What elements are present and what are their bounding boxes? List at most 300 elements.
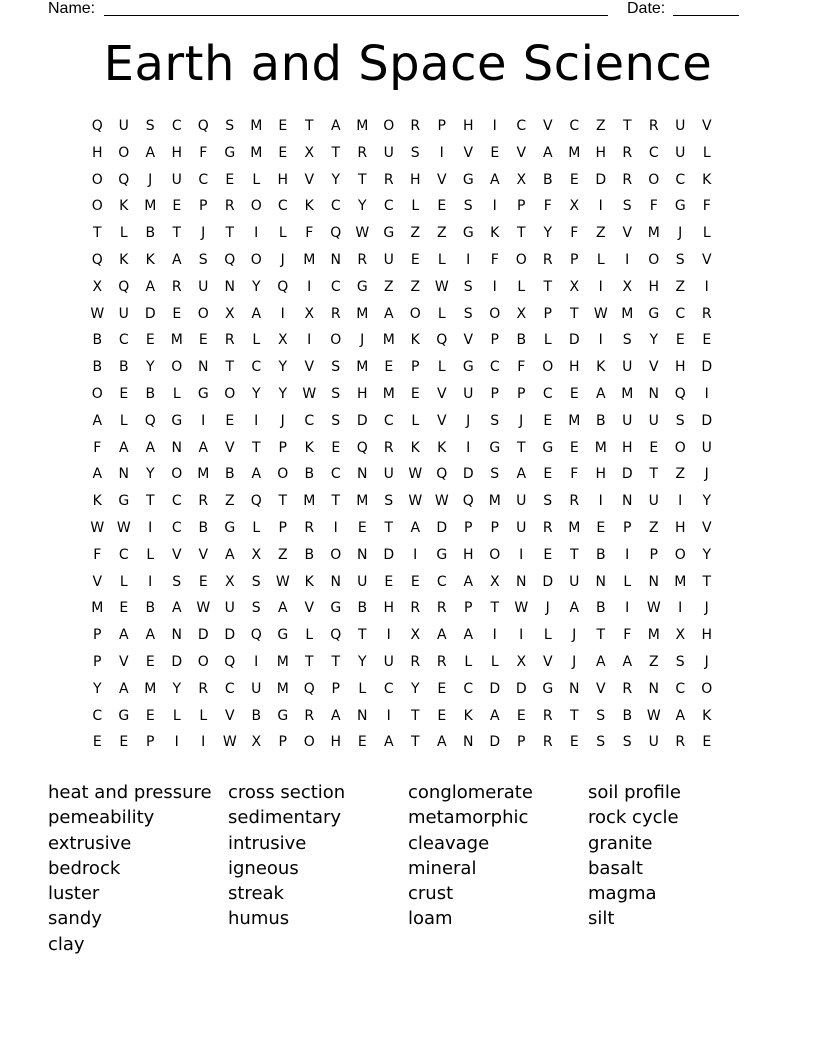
- grid-letter: M: [594, 439, 607, 456]
- grid-letter: L: [119, 225, 128, 242]
- grid-letter: T: [543, 278, 553, 295]
- grid-letter: O: [277, 466, 289, 483]
- grid-letter: B: [92, 359, 103, 376]
- grid-letter: I: [201, 412, 206, 429]
- grid-letter: V: [304, 171, 315, 188]
- grid-letter: Q: [250, 627, 262, 644]
- grid-letter: G: [383, 225, 395, 242]
- grid-letter: P: [146, 734, 155, 751]
- grid-letter: E: [357, 734, 367, 751]
- grid-letter: M: [382, 385, 395, 402]
- grid-letter: D: [568, 332, 580, 349]
- grid-letter: S: [331, 359, 341, 376]
- grid-letter: R: [171, 278, 182, 295]
- grid-letter: I: [625, 600, 630, 617]
- grid-letter: J: [704, 600, 709, 617]
- grid-letter: E: [119, 600, 129, 617]
- grid-letter: H: [648, 278, 660, 295]
- grid-letter: T: [622, 118, 632, 134]
- grid-letter: T: [569, 707, 579, 724]
- grid-letter: A: [118, 627, 129, 644]
- grid-letter: P: [517, 734, 526, 751]
- grid-letter: O: [171, 359, 183, 376]
- grid-letter: I: [307, 278, 312, 295]
- grid-letter: C: [675, 171, 686, 188]
- grid-letter: W: [408, 493, 423, 510]
- grid-letter: W: [116, 519, 131, 536]
- grid-letter: Q: [330, 627, 342, 644]
- grid-letter: E: [172, 305, 182, 322]
- grid-letter: Q: [356, 439, 368, 456]
- grid-letter: B: [595, 546, 606, 563]
- grid-letter: L: [119, 412, 128, 429]
- grid-letter: E: [543, 412, 553, 429]
- grid-letter: P: [278, 519, 287, 536]
- grid-letter: C: [92, 707, 103, 724]
- grid-letter: V: [595, 680, 606, 697]
- grid-letter: Z: [648, 653, 659, 670]
- grid-letter: J: [572, 653, 577, 670]
- grid-letter: U: [383, 251, 394, 268]
- grid-letter: J: [466, 412, 471, 429]
- grid-letter: V: [463, 144, 474, 161]
- grid-letter: E: [119, 385, 129, 402]
- grid-letter: O: [171, 466, 183, 483]
- grid-letter: P: [411, 359, 420, 376]
- grid-letter: D: [489, 734, 501, 751]
- word-search-grid: [84, 113, 720, 756]
- grid-letter: E: [702, 332, 712, 349]
- grid-letter: L: [172, 385, 181, 402]
- grid-letter: C: [489, 359, 500, 376]
- grid-letter: U: [357, 573, 368, 590]
- grid-letter: X: [304, 305, 315, 322]
- grid-letter: M: [647, 225, 660, 242]
- grid-letter: A: [118, 439, 129, 456]
- grid-letter: Q: [224, 251, 236, 268]
- grid-letter: M: [568, 144, 581, 161]
- grid-letter: Y: [357, 198, 367, 215]
- grid-letter: V: [516, 144, 527, 161]
- word-bank-item: silt: [588, 908, 615, 930]
- grid-letter: R: [622, 171, 633, 188]
- grid-letter: U: [701, 439, 712, 456]
- grid-letter: K: [463, 707, 473, 724]
- grid-letter: R: [622, 144, 633, 161]
- grid-letter: W: [434, 493, 449, 510]
- grid-letter: I: [598, 198, 603, 215]
- grid-letter: G: [118, 493, 130, 510]
- grid-letter: C: [675, 680, 686, 697]
- grid-letter: A: [410, 519, 421, 536]
- grid-letter: Y: [278, 359, 288, 376]
- grid-letter: I: [174, 734, 179, 751]
- grid-letter: N: [648, 573, 659, 590]
- grid-letter: O: [674, 439, 686, 456]
- grid-letter: M: [91, 600, 104, 617]
- grid-letter: Y: [145, 359, 155, 376]
- grid-letter: V: [118, 653, 129, 670]
- grid-letter: G: [542, 439, 554, 456]
- grid-letter: M: [568, 519, 581, 536]
- grid-letter: P: [649, 546, 658, 563]
- grid-letter: G: [224, 519, 236, 536]
- grid-letter: V: [701, 118, 712, 134]
- date-label: Date:: [627, 0, 666, 17]
- grid-letter: X: [224, 573, 235, 590]
- grid-letter: A: [277, 600, 288, 617]
- grid-letter: O: [197, 653, 209, 670]
- grid-letter: S: [490, 466, 500, 483]
- grid-letter: U: [251, 680, 262, 697]
- grid-letter: Q: [674, 385, 686, 402]
- grid-letter: I: [254, 653, 259, 670]
- grid-letter: X: [569, 198, 580, 215]
- grid-letter: L: [623, 573, 632, 590]
- grid-letter: C: [330, 198, 341, 215]
- grid-letter: I: [598, 278, 603, 295]
- grid-letter: Y: [278, 385, 288, 402]
- grid-letter: S: [543, 493, 553, 510]
- grid-letter: J: [360, 332, 365, 349]
- grid-letter: I: [307, 332, 312, 349]
- grid-letter: O: [303, 734, 315, 751]
- grid-letter: G: [118, 707, 130, 724]
- grid-letter: I: [254, 225, 259, 242]
- grid-letter: W: [434, 278, 449, 295]
- grid-letter: T: [596, 627, 606, 644]
- grid-letter: E: [543, 546, 553, 563]
- grid-letter: F: [623, 627, 632, 644]
- grid-letter: I: [439, 144, 444, 161]
- grid-letter: D: [515, 680, 527, 697]
- word-bank-item: humus: [228, 908, 290, 930]
- grid-letter: M: [170, 332, 183, 349]
- grid-letter: O: [91, 171, 103, 188]
- grid-letter: C: [383, 412, 394, 429]
- grid-letter: V: [463, 332, 474, 349]
- grid-letter: R: [304, 519, 315, 536]
- grid-letter: S: [331, 412, 341, 429]
- grid-letter: F: [93, 439, 102, 456]
- grid-letter: T: [649, 466, 659, 483]
- grid-letter: E: [331, 439, 341, 456]
- grid-letter: S: [675, 251, 685, 268]
- grid-letter: J: [678, 225, 683, 242]
- grid-letter: D: [462, 466, 474, 483]
- grid-letter: T: [410, 734, 420, 751]
- name-field[interactable]: [104, 15, 608, 16]
- grid-letter: D: [595, 171, 607, 188]
- grid-letter: R: [383, 171, 394, 188]
- grid-letter: L: [146, 546, 155, 563]
- grid-letter: R: [410, 118, 421, 134]
- grid-letter: Y: [251, 385, 261, 402]
- grid-letter: A: [675, 707, 686, 724]
- grid-letter: K: [92, 493, 102, 510]
- grid-letter: Q: [118, 278, 130, 295]
- grid-letter: O: [91, 198, 103, 215]
- grid-letter: H: [356, 385, 368, 402]
- grid-letter: M: [303, 493, 316, 510]
- grid-letter: Y: [410, 680, 420, 697]
- grid-letter: T: [490, 600, 500, 617]
- grid-letter: D: [489, 680, 501, 697]
- grid-letter: X: [224, 305, 235, 322]
- grid-letter: I: [413, 546, 418, 563]
- grid-letter: I: [625, 546, 630, 563]
- grid-letter: F: [570, 466, 579, 483]
- grid-letter: G: [277, 707, 289, 724]
- grid-letter: I: [333, 519, 338, 536]
- grid-letter: L: [358, 680, 367, 697]
- grid-letter: W: [646, 707, 661, 724]
- grid-letter: E: [675, 332, 685, 349]
- grid-letter: C: [463, 680, 474, 697]
- grid-letter: X: [251, 546, 262, 563]
- grid-letter: M: [621, 305, 634, 322]
- grid-letter: R: [648, 118, 659, 134]
- grid-letter: I: [704, 385, 709, 402]
- word-bank-item: pemeability: [48, 807, 155, 829]
- grid-letter: A: [595, 653, 606, 670]
- grid-letter: E: [437, 680, 447, 697]
- grid-letter: R: [330, 305, 341, 322]
- grid-letter: X: [92, 278, 103, 295]
- grid-letter: K: [304, 198, 314, 215]
- grid-letter: B: [92, 332, 103, 349]
- grid-letter: N: [357, 707, 368, 724]
- grid-letter: B: [595, 412, 606, 429]
- grid-letter: E: [437, 707, 447, 724]
- grid-letter: I: [492, 627, 497, 644]
- grid-letter: R: [542, 519, 553, 536]
- grid-letter: W: [275, 573, 290, 590]
- grid-letter: A: [171, 600, 182, 617]
- grid-letter: A: [145, 627, 156, 644]
- grid-letter: O: [489, 546, 501, 563]
- word-bank-item: intrusive: [228, 832, 307, 854]
- grid-letter: D: [383, 546, 395, 563]
- grid-letter: D: [701, 412, 713, 429]
- grid-letter: V: [304, 359, 315, 376]
- grid-letter: A: [145, 278, 156, 295]
- grid-letter: L: [702, 225, 711, 242]
- grid-letter: O: [383, 118, 395, 134]
- grid-letter: O: [701, 680, 713, 697]
- grid-letter: C: [383, 680, 394, 697]
- grid-letter: J: [704, 466, 709, 483]
- grid-letter: Q: [91, 118, 103, 134]
- grid-letter: X: [622, 278, 633, 295]
- grid-letter: N: [357, 466, 368, 483]
- grid-letter: A: [92, 412, 103, 429]
- grid-letter: L: [437, 305, 446, 322]
- grid-letter: E: [569, 385, 579, 402]
- grid-letter: O: [515, 251, 527, 268]
- grid-letter: Y: [702, 546, 712, 563]
- grid-letter: R: [357, 251, 368, 268]
- word-bank-item: magma: [588, 883, 657, 905]
- grid-letter: A: [436, 734, 447, 751]
- grid-letter: G: [224, 144, 236, 161]
- grid-letter: N: [330, 573, 341, 590]
- grid-letter: Y: [145, 466, 155, 483]
- grid-letter: Y: [649, 332, 659, 349]
- grid-letter: C: [171, 493, 182, 510]
- grid-letter: E: [569, 734, 579, 751]
- grid-letter: W: [355, 225, 370, 242]
- grid-letter: G: [462, 225, 474, 242]
- grid-letter: T: [251, 439, 261, 456]
- grid-letter: C: [330, 278, 341, 295]
- word-bank-item: basalt: [588, 857, 643, 879]
- grid-letter: T: [331, 144, 341, 161]
- grid-letter: T: [92, 225, 102, 242]
- grid-letter: K: [145, 251, 155, 268]
- grid-letter: Q: [250, 493, 262, 510]
- grid-letter: E: [410, 573, 420, 590]
- grid-letter: U: [118, 118, 129, 134]
- grid-letter: G: [462, 359, 474, 376]
- grid-letter: C: [198, 171, 209, 188]
- grid-letter: E: [172, 198, 182, 215]
- grid-letter: A: [542, 144, 553, 161]
- grid-letter: V: [92, 573, 103, 590]
- grid-letter: H: [568, 359, 580, 376]
- grid-letter: R: [701, 305, 712, 322]
- name-label: Name:: [48, 0, 96, 17]
- grid-letter: T: [331, 493, 341, 510]
- grid-letter: M: [674, 573, 687, 590]
- grid-letter: P: [623, 519, 632, 536]
- grid-letter: I: [492, 198, 497, 215]
- grid-letter: Q: [277, 278, 289, 295]
- grid-letter: G: [277, 627, 289, 644]
- word-bank-item: sedimentary: [228, 807, 342, 829]
- grid-letter: R: [436, 600, 447, 617]
- word-bank-item: mineral: [408, 857, 477, 879]
- grid-letter: K: [304, 573, 314, 590]
- grid-letter: T: [331, 653, 341, 670]
- grid-letter: F: [199, 144, 208, 161]
- grid-letter: C: [304, 412, 315, 429]
- word-bank-item: bedrock: [48, 857, 121, 879]
- date-field[interactable]: [673, 15, 739, 16]
- grid-letter: G: [542, 680, 554, 697]
- grid-letter: M: [356, 118, 369, 134]
- grid-letter: T: [516, 439, 526, 456]
- word-bank-item: loam: [408, 908, 453, 930]
- grid-letter: Z: [595, 225, 606, 242]
- grid-letter: G: [489, 439, 501, 456]
- grid-letter: D: [701, 359, 713, 376]
- grid-letter: M: [197, 466, 210, 483]
- grid-letter: A: [330, 118, 341, 134]
- grid-letter: V: [436, 385, 447, 402]
- grid-letter: C: [383, 198, 394, 215]
- grid-letter: R: [224, 332, 235, 349]
- grid-letter: L: [305, 627, 314, 644]
- grid-letter: U: [648, 493, 659, 510]
- word-bank-item: heat and pressure: [48, 782, 212, 803]
- grid-letter: J: [545, 600, 550, 617]
- word-bank-item: cross section: [228, 782, 346, 803]
- grid-letter: A: [622, 653, 633, 670]
- grid-letter: N: [463, 734, 474, 751]
- grid-letter: Q: [144, 412, 156, 429]
- grid-letter: V: [542, 653, 553, 670]
- grid-letter: A: [463, 573, 474, 590]
- grid-letter: G: [674, 198, 686, 215]
- grid-letter: S: [384, 493, 394, 510]
- grid-letter: B: [224, 466, 235, 483]
- word-bank-item: granite: [588, 832, 653, 854]
- grid-letter: E: [490, 144, 500, 161]
- grid-letter: E: [569, 439, 579, 456]
- word-bank-item: sandy: [48, 908, 102, 930]
- grid-letter: P: [570, 251, 579, 268]
- grid-letter: S: [596, 707, 606, 724]
- grid-letter: W: [593, 305, 608, 322]
- grid-letter: A: [569, 600, 580, 617]
- grid-letter: P: [517, 198, 526, 215]
- grid-letter: N: [622, 493, 633, 510]
- grid-letter: P: [331, 680, 340, 697]
- grid-letter: X: [489, 573, 500, 590]
- grid-letter: O: [542, 359, 554, 376]
- grid-letter: Y: [357, 653, 367, 670]
- grid-letter: D: [356, 412, 368, 429]
- word-bank-item: igneous: [228, 857, 299, 879]
- grid-letter: Z: [595, 118, 606, 134]
- grid-letter: A: [224, 546, 235, 563]
- word-bank-item: luster: [48, 883, 100, 905]
- grid-letter: A: [145, 144, 156, 161]
- grid-letter: B: [622, 707, 633, 724]
- grid-letter: T: [225, 359, 235, 376]
- grid-letter: C: [648, 144, 659, 161]
- grid-letter: L: [411, 198, 420, 215]
- grid-letter: H: [277, 171, 289, 188]
- grid-letter: X: [516, 653, 527, 670]
- grid-letter: I: [519, 546, 524, 563]
- grid-letter: B: [595, 600, 606, 617]
- grid-letter: W: [90, 519, 105, 536]
- grid-letter: H: [595, 466, 607, 483]
- grid-letter: X: [410, 627, 421, 644]
- grid-letter: E: [702, 734, 712, 751]
- grid-letter: Z: [675, 278, 686, 295]
- grid-letter: O: [91, 385, 103, 402]
- grid-letter: P: [490, 385, 499, 402]
- grid-letter: F: [649, 198, 658, 215]
- grid-letter: M: [303, 251, 316, 268]
- grid-letter: C: [171, 118, 182, 134]
- grid-letter: P: [543, 305, 552, 322]
- grid-letter: R: [622, 680, 633, 697]
- grid-letter: S: [410, 144, 420, 161]
- grid-letter: T: [304, 653, 314, 670]
- grid-letter: S: [145, 118, 155, 134]
- grid-letter: P: [490, 519, 499, 536]
- grid-letter: R: [224, 198, 235, 215]
- grid-letter: K: [410, 332, 420, 349]
- word-bank-item: crust: [408, 883, 454, 905]
- grid-letter: A: [436, 627, 447, 644]
- grid-letter: L: [596, 251, 605, 268]
- grid-letter: X: [516, 171, 527, 188]
